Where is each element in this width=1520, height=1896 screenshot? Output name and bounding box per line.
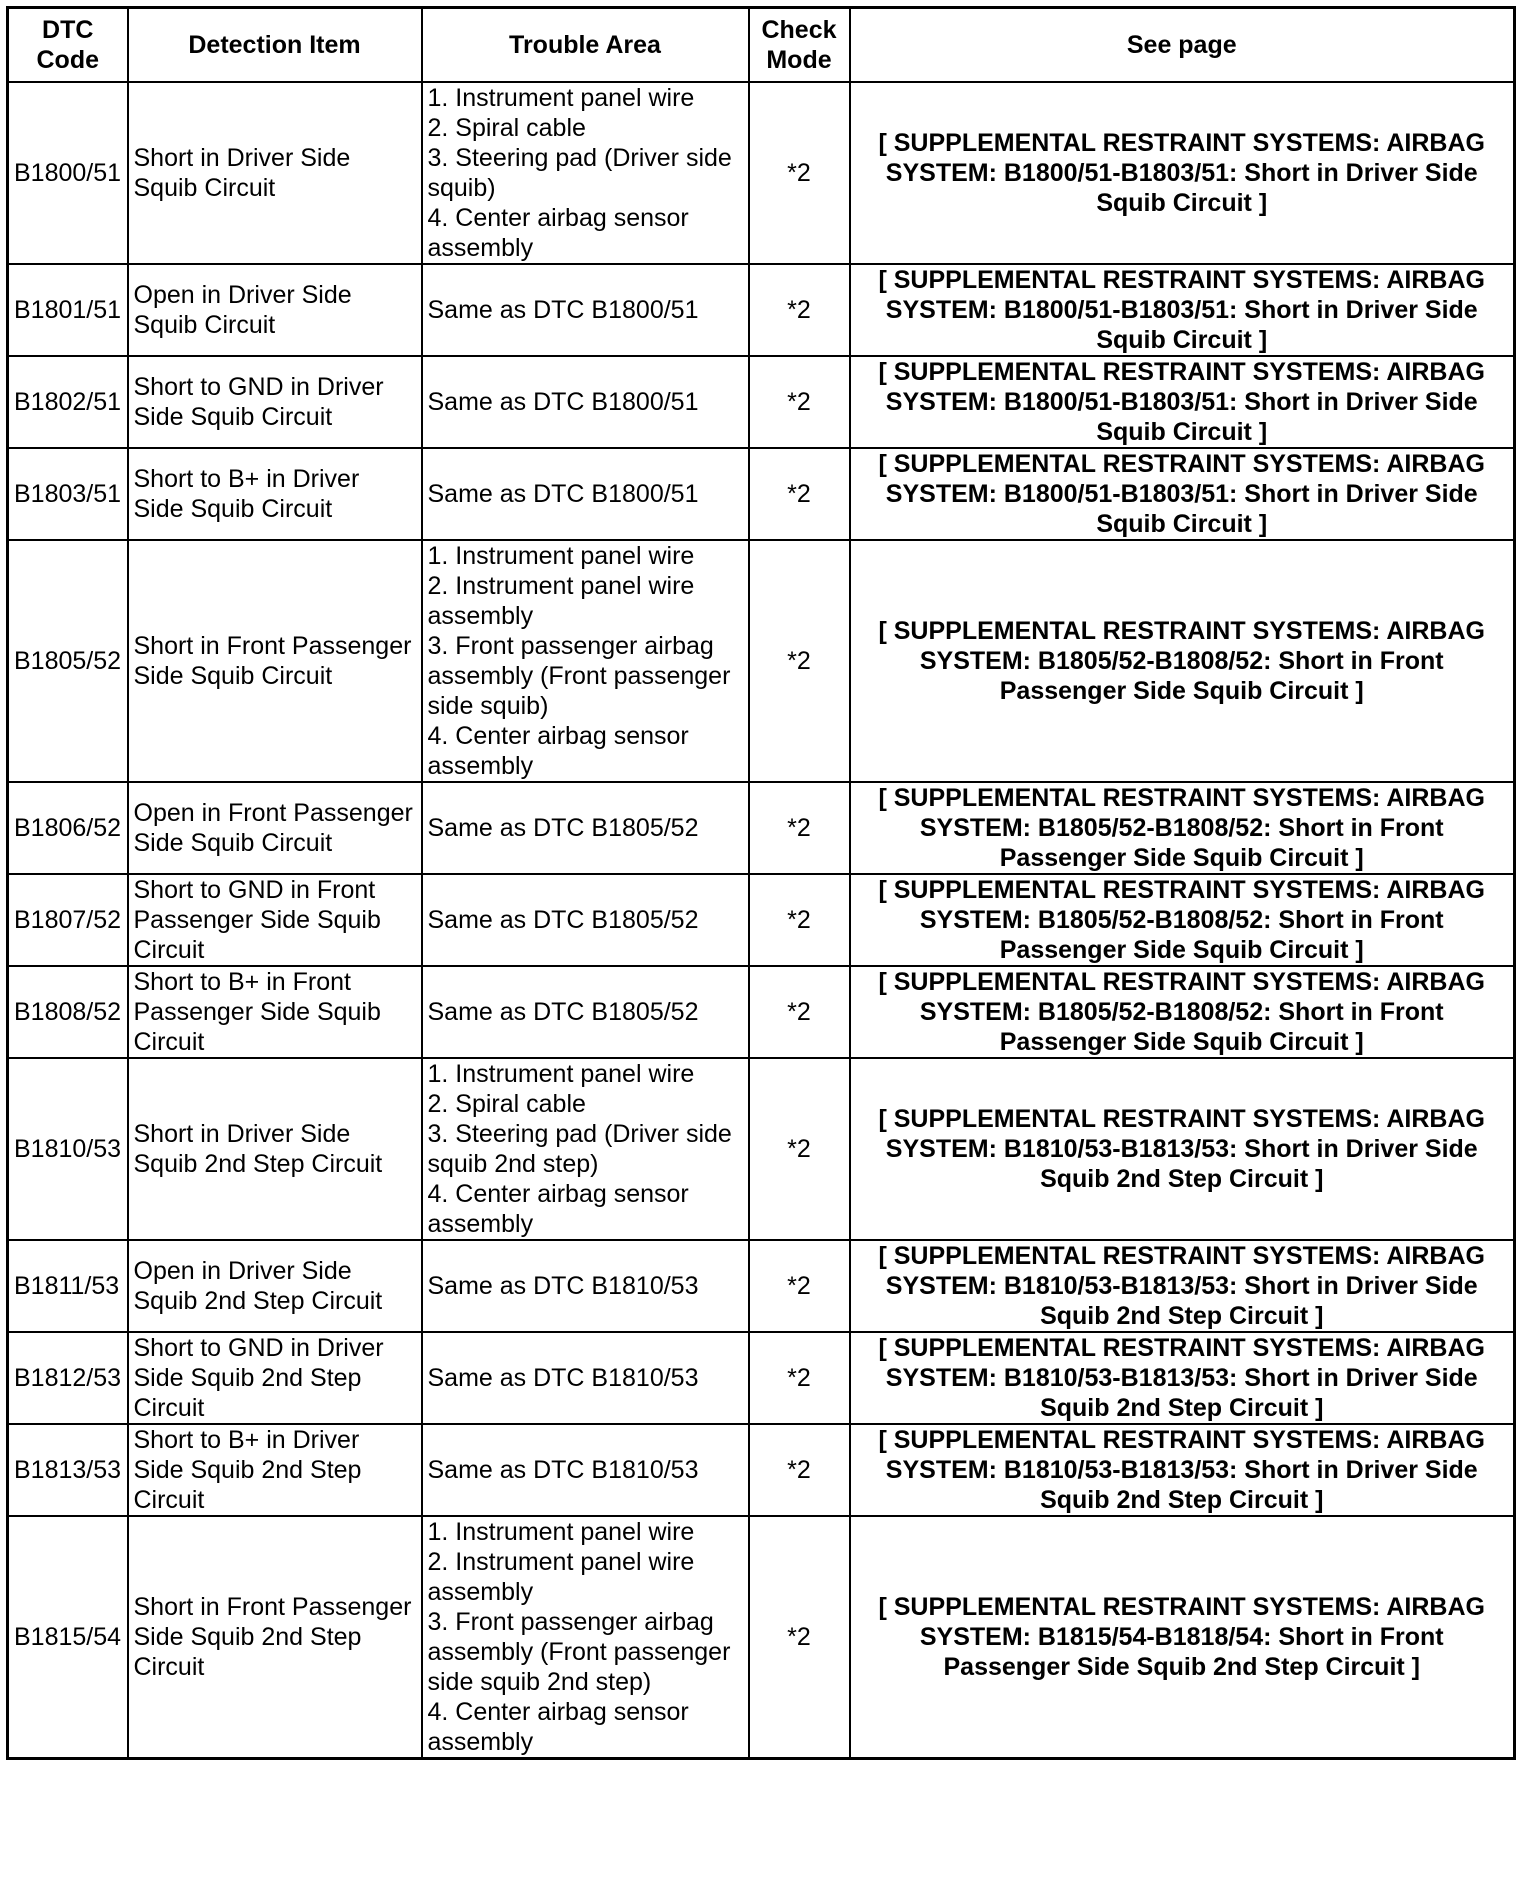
see-page-reference-line: Passenger Side Squib Circuit ] bbox=[999, 1028, 1364, 1056]
detection-item-cell-line: Side Squib Circuit bbox=[133, 495, 333, 523]
detection-item-cell bbox=[128, 1058, 422, 1240]
detection-item-cell-line: Circuit bbox=[133, 1394, 205, 1422]
check-mode-cell: *2 bbox=[749, 782, 850, 874]
trouble-area-cell-line: Same as DTC B1805/52 bbox=[427, 814, 699, 842]
detection-item-cell-line: Squib 2nd Step Circuit bbox=[133, 1150, 383, 1178]
dtc-code-cell: B1815/54 bbox=[8, 1516, 128, 1759]
see-page-reference-line: [ SUPPLEMENTAL RESTRAINT SYSTEMS: AIRBAG bbox=[878, 358, 1485, 386]
detection-item-cell-line: Passenger Side Squib bbox=[133, 998, 381, 1026]
detection-item-cell-line: Short to GND in Front bbox=[133, 876, 376, 904]
detection-item-cell bbox=[128, 1424, 422, 1516]
trouble-area-cell-line: Same as DTC B1805/52 bbox=[427, 906, 699, 934]
header-see-page: See page bbox=[850, 8, 1515, 83]
trouble-area-cell bbox=[422, 540, 749, 782]
see-page-reference bbox=[850, 1240, 1515, 1332]
see-page-reference-line: [ SUPPLEMENTAL RESTRAINT SYSTEMS: AIRBAG bbox=[878, 1334, 1485, 1362]
table-header-row bbox=[8, 8, 1515, 83]
trouble-area-cell-line: 2. Instrument panel wire bbox=[427, 572, 695, 600]
detection-item-cell-line: Open in Driver Side bbox=[133, 281, 352, 309]
see-page-reference-line: [ SUPPLEMENTAL RESTRAINT SYSTEMS: AIRBAG bbox=[878, 968, 1485, 996]
table-row bbox=[8, 1058, 1515, 1240]
detection-item-cell-line: Short in Front Passenger bbox=[133, 632, 412, 660]
table-row bbox=[8, 782, 1515, 874]
see-page-reference bbox=[850, 540, 1515, 782]
see-page-reference-line: [ SUPPLEMENTAL RESTRAINT SYSTEMS: AIRBAG bbox=[878, 129, 1485, 157]
see-page-reference-line: [ SUPPLEMENTAL RESTRAINT SYSTEMS: AIRBAG bbox=[878, 1593, 1485, 1621]
trouble-area-cell bbox=[422, 1332, 749, 1424]
see-page-reference-line: SYSTEM: B1810/53-B1813/53: Short in Driver Side bbox=[885, 1135, 1478, 1163]
see-page-reference bbox=[850, 448, 1515, 540]
dtc-code-cell: B1811/53 bbox=[8, 1240, 128, 1332]
trouble-area-cell bbox=[422, 1058, 749, 1240]
detection-item-cell bbox=[128, 540, 422, 782]
see-page-reference-line: Squib 2nd Step Circuit ] bbox=[1040, 1302, 1324, 1330]
table-row bbox=[8, 356, 1515, 448]
trouble-area-cell-line: 1. Instrument panel wire bbox=[427, 1060, 695, 1088]
detection-item-cell bbox=[128, 82, 422, 264]
detection-item-cell bbox=[128, 1516, 422, 1759]
detection-item-cell bbox=[128, 264, 422, 356]
trouble-area-cell-line: 3. Front passenger airbag bbox=[427, 632, 714, 660]
check-mode-cell: *2 bbox=[749, 82, 850, 264]
trouble-area-cell-line: 4. Center airbag sensor bbox=[427, 204, 689, 232]
see-page-reference bbox=[850, 1516, 1515, 1759]
trouble-area-cell-line: 3. Front passenger airbag bbox=[427, 1608, 714, 1636]
table-row bbox=[8, 1332, 1515, 1424]
see-page-reference-line: [ SUPPLEMENTAL RESTRAINT SYSTEMS: AIRBAG bbox=[878, 784, 1485, 812]
detection-item-cell-line: Short in Driver Side bbox=[133, 144, 351, 172]
trouble-area-cell bbox=[422, 966, 749, 1058]
detection-item-cell-line: Open in Driver Side bbox=[133, 1257, 352, 1285]
see-page-reference-line: SYSTEM: B1800/51-B1803/51: Short in Driver Side bbox=[885, 480, 1478, 508]
detection-item-cell-line: Squib Circuit bbox=[133, 174, 276, 202]
trouble-area-cell-line: Same as DTC B1800/51 bbox=[427, 480, 699, 508]
trouble-area-cell-line: assembly (Front passenger bbox=[427, 1638, 731, 1666]
detection-item-cell bbox=[128, 448, 422, 540]
check-mode-cell: *2 bbox=[749, 540, 850, 782]
dtc-code-cell: B1810/53 bbox=[8, 1058, 128, 1240]
see-page-reference-line: SYSTEM: B1805/52-B1808/52: Short in Front bbox=[919, 647, 1444, 675]
dtc-code-cell: B1801/51 bbox=[8, 264, 128, 356]
see-page-reference-line: Squib Circuit ] bbox=[1096, 418, 1268, 446]
trouble-area-cell bbox=[422, 1424, 749, 1516]
trouble-area-cell bbox=[422, 264, 749, 356]
detection-item-cell-line: Circuit bbox=[133, 1486, 205, 1514]
trouble-area-cell bbox=[422, 356, 749, 448]
check-mode-cell: *2 bbox=[749, 1424, 850, 1516]
table-row bbox=[8, 448, 1515, 540]
see-page-reference bbox=[850, 264, 1515, 356]
trouble-area-cell-line: assembly bbox=[427, 752, 534, 780]
detection-item-cell-line: Short to B+ in Front bbox=[133, 968, 351, 996]
check-mode-cell: *2 bbox=[749, 874, 850, 966]
trouble-area-cell bbox=[422, 82, 749, 264]
trouble-area-cell bbox=[422, 1516, 749, 1759]
trouble-area-cell-line: 2. Spiral cable bbox=[427, 1090, 586, 1118]
trouble-area-cell bbox=[422, 448, 749, 540]
trouble-area-cell-line: Same as DTC B1810/53 bbox=[427, 1364, 699, 1392]
dtc-code-cell: B1803/51 bbox=[8, 448, 128, 540]
trouble-area-cell bbox=[422, 782, 749, 874]
see-page-reference-line: SYSTEM: B1800/51-B1803/51: Short in Driver Side bbox=[885, 159, 1478, 187]
table-row bbox=[8, 966, 1515, 1058]
dtc-code-cell: B1808/52 bbox=[8, 966, 128, 1058]
trouble-area-cell-line: 2. Spiral cable bbox=[427, 114, 586, 142]
detection-item-cell-line: Circuit bbox=[133, 1653, 205, 1681]
table-row bbox=[8, 540, 1515, 782]
detection-item-cell-line: Side Squib Circuit bbox=[133, 662, 333, 690]
see-page-reference-line: SYSTEM: B1805/52-B1808/52: Short in Front bbox=[919, 906, 1444, 934]
table-row bbox=[8, 1516, 1515, 1759]
dtc-code-cell: B1813/53 bbox=[8, 1424, 128, 1516]
detection-item-cell-line: Short to B+ in Driver bbox=[133, 465, 360, 493]
trouble-area-cell-line: Same as DTC B1800/51 bbox=[427, 296, 699, 324]
trouble-area-cell-line: 4. Center airbag sensor bbox=[427, 1698, 689, 1726]
see-page-reference bbox=[850, 1058, 1515, 1240]
trouble-area-cell-line: 4. Center airbag sensor bbox=[427, 722, 689, 750]
detection-item-cell bbox=[128, 782, 422, 874]
see-page-reference bbox=[850, 874, 1515, 966]
see-page-reference-line: [ SUPPLEMENTAL RESTRAINT SYSTEMS: AIRBAG bbox=[878, 617, 1485, 645]
trouble-area-cell-line: 1. Instrument panel wire bbox=[427, 84, 695, 112]
check-mode-cell: *2 bbox=[749, 264, 850, 356]
trouble-area-cell-line: assembly (Front passenger bbox=[427, 662, 731, 690]
table-row bbox=[8, 1240, 1515, 1332]
trouble-area-cell-line: 2. Instrument panel wire bbox=[427, 1548, 695, 1576]
check-mode-cell: *2 bbox=[749, 966, 850, 1058]
see-page-reference-line: [ SUPPLEMENTAL RESTRAINT SYSTEMS: AIRBAG bbox=[878, 876, 1485, 904]
detection-item-cell-line: Side Squib Circuit bbox=[133, 829, 333, 857]
detection-item-cell-line: Short to B+ in Driver bbox=[133, 1426, 360, 1454]
detection-item-cell bbox=[128, 966, 422, 1058]
table-row bbox=[8, 82, 1515, 264]
header-check-mode: Check Mode bbox=[749, 8, 850, 83]
trouble-area-cell-line: Same as DTC B1810/53 bbox=[427, 1272, 699, 1300]
table-row bbox=[8, 874, 1515, 966]
detection-item-cell-line: Side Squib 2nd Step bbox=[133, 1364, 362, 1392]
trouble-area-cell bbox=[422, 1240, 749, 1332]
trouble-area-cell-line: squib) bbox=[427, 174, 496, 202]
trouble-area-cell-line: assembly bbox=[427, 1728, 534, 1756]
see-page-reference-line: Squib 2nd Step Circuit ] bbox=[1040, 1486, 1324, 1514]
see-page-reference-line: SYSTEM: B1810/53-B1813/53: Short in Driver Side bbox=[885, 1456, 1478, 1484]
trouble-area-cell-line: side squib) bbox=[427, 692, 549, 720]
trouble-area-cell-line: squib 2nd step) bbox=[427, 1150, 599, 1178]
trouble-area-cell-line: Same as DTC B1800/51 bbox=[427, 388, 699, 416]
see-page-reference-line: SYSTEM: B1815/54-B1818/54: Short in Front bbox=[919, 1623, 1444, 1651]
check-mode-cell: *2 bbox=[749, 1516, 850, 1759]
trouble-area-cell-line: 1. Instrument panel wire bbox=[427, 1518, 695, 1546]
detection-item-cell-line: Circuit bbox=[133, 936, 205, 964]
see-page-reference-line: Passenger Side Squib Circuit ] bbox=[999, 844, 1364, 872]
trouble-area-cell-line: assembly bbox=[427, 1210, 534, 1238]
detection-item-cell-line: Open in Front Passenger bbox=[133, 799, 413, 827]
see-page-reference-line: [ SUPPLEMENTAL RESTRAINT SYSTEMS: AIRBAG bbox=[878, 266, 1485, 294]
dtc-code-cell: B1806/52 bbox=[8, 782, 128, 874]
see-page-reference-line: SYSTEM: B1810/53-B1813/53: Short in Driver Side bbox=[885, 1272, 1478, 1300]
trouble-area-cell-line: 3. Steering pad (Driver side bbox=[427, 144, 732, 172]
see-page-reference bbox=[850, 356, 1515, 448]
see-page-reference-line: SYSTEM: B1810/53-B1813/53: Short in Driver Side bbox=[885, 1364, 1478, 1392]
trouble-area-cell-line: assembly bbox=[427, 234, 534, 262]
detection-item-cell-line: Short in Driver Side bbox=[133, 1120, 351, 1148]
header-detection-item: Detection Item bbox=[128, 8, 422, 83]
dtc-code-cell: B1805/52 bbox=[8, 540, 128, 782]
detection-item-cell bbox=[128, 874, 422, 966]
check-mode-cell: *2 bbox=[749, 1058, 850, 1240]
detection-item-cell-line: Squib Circuit bbox=[133, 311, 276, 339]
dtc-code-cell: B1800/51 bbox=[8, 82, 128, 264]
see-page-reference-line: [ SUPPLEMENTAL RESTRAINT SYSTEMS: AIRBAG bbox=[878, 1105, 1485, 1133]
see-page-reference bbox=[850, 1424, 1515, 1516]
see-page-reference-line: [ SUPPLEMENTAL RESTRAINT SYSTEMS: AIRBAG bbox=[878, 1242, 1485, 1270]
see-page-reference-line: Passenger Side Squib 2nd Step Circuit ] bbox=[943, 1653, 1420, 1681]
check-mode-cell: *2 bbox=[749, 1332, 850, 1424]
detection-item-cell-line: Side Squib Circuit bbox=[133, 403, 333, 431]
trouble-area-cell-line: assembly bbox=[427, 602, 534, 630]
see-page-reference-line: Squib 2nd Step Circuit ] bbox=[1040, 1165, 1324, 1193]
dtc-code-cell: B1807/52 bbox=[8, 874, 128, 966]
detection-item-cell-line: Passenger Side Squib bbox=[133, 906, 381, 934]
see-page-reference-line: SYSTEM: B1800/51-B1803/51: Short in Driver Side bbox=[885, 296, 1478, 324]
detection-item-cell-line: Side Squib 2nd Step bbox=[133, 1623, 362, 1651]
dtc-code-cell: B1812/53 bbox=[8, 1332, 128, 1424]
see-page-reference-line: Squib Circuit ] bbox=[1096, 326, 1268, 354]
see-page-reference-line: [ SUPPLEMENTAL RESTRAINT SYSTEMS: AIRBAG bbox=[878, 450, 1485, 478]
detection-item-cell-line: Short in Front Passenger bbox=[133, 1593, 412, 1621]
see-page-reference-line: Squib 2nd Step Circuit ] bbox=[1040, 1394, 1324, 1422]
check-mode-cell: *2 bbox=[749, 448, 850, 540]
detection-item-cell-line: Circuit bbox=[133, 1028, 205, 1056]
check-mode-cell: *2 bbox=[749, 1240, 850, 1332]
header-dtc-code: DTC Code bbox=[8, 8, 128, 83]
see-page-reference-line: SYSTEM: B1800/51-B1803/51: Short in Driver Side bbox=[885, 388, 1478, 416]
detection-item-cell bbox=[128, 1240, 422, 1332]
see-page-reference-line: Passenger Side Squib Circuit ] bbox=[999, 936, 1364, 964]
trouble-area-cell-line: assembly bbox=[427, 1578, 534, 1606]
detection-item-cell-line: Squib 2nd Step Circuit bbox=[133, 1287, 383, 1315]
table-row bbox=[8, 1424, 1515, 1516]
check-mode-cell: *2 bbox=[749, 356, 850, 448]
table-body bbox=[8, 82, 1515, 1759]
detection-item-cell-line: Short to GND in Driver bbox=[133, 1334, 384, 1362]
header-trouble-area: Trouble Area bbox=[422, 8, 749, 83]
trouble-area-cell-line: 1. Instrument panel wire bbox=[427, 542, 695, 570]
detection-item-cell-line: Side Squib 2nd Step bbox=[133, 1456, 362, 1484]
dtc-table bbox=[6, 6, 1516, 1760]
see-page-reference-line: [ SUPPLEMENTAL RESTRAINT SYSTEMS: AIRBAG bbox=[878, 1426, 1485, 1454]
detection-item-cell-line: Short to GND in Driver bbox=[133, 373, 384, 401]
see-page-reference bbox=[850, 782, 1515, 874]
see-page-reference-line: Squib Circuit ] bbox=[1096, 189, 1268, 217]
see-page-reference-line: Passenger Side Squib Circuit ] bbox=[999, 677, 1364, 705]
trouble-area-cell-line: 3. Steering pad (Driver side bbox=[427, 1120, 732, 1148]
table-row bbox=[8, 264, 1515, 356]
trouble-area-cell-line: Same as DTC B1805/52 bbox=[427, 998, 699, 1026]
see-page-reference-line: SYSTEM: B1805/52-B1808/52: Short in Front bbox=[919, 998, 1444, 1026]
trouble-area-cell-line: Same as DTC B1810/53 bbox=[427, 1456, 699, 1484]
trouble-area-cell-line: 4. Center airbag sensor bbox=[427, 1180, 689, 1208]
see-page-reference bbox=[850, 1332, 1515, 1424]
detection-item-cell bbox=[128, 356, 422, 448]
dtc-code-cell: B1802/51 bbox=[8, 356, 128, 448]
trouble-area-cell bbox=[422, 874, 749, 966]
see-page-reference bbox=[850, 82, 1515, 264]
trouble-area-cell-line: side squib 2nd step) bbox=[427, 1668, 652, 1696]
see-page-reference-line: SYSTEM: B1805/52-B1808/52: Short in Front bbox=[919, 814, 1444, 842]
see-page-reference-line: Squib Circuit ] bbox=[1096, 510, 1268, 538]
detection-item-cell bbox=[128, 1332, 422, 1424]
see-page-reference bbox=[850, 966, 1515, 1058]
